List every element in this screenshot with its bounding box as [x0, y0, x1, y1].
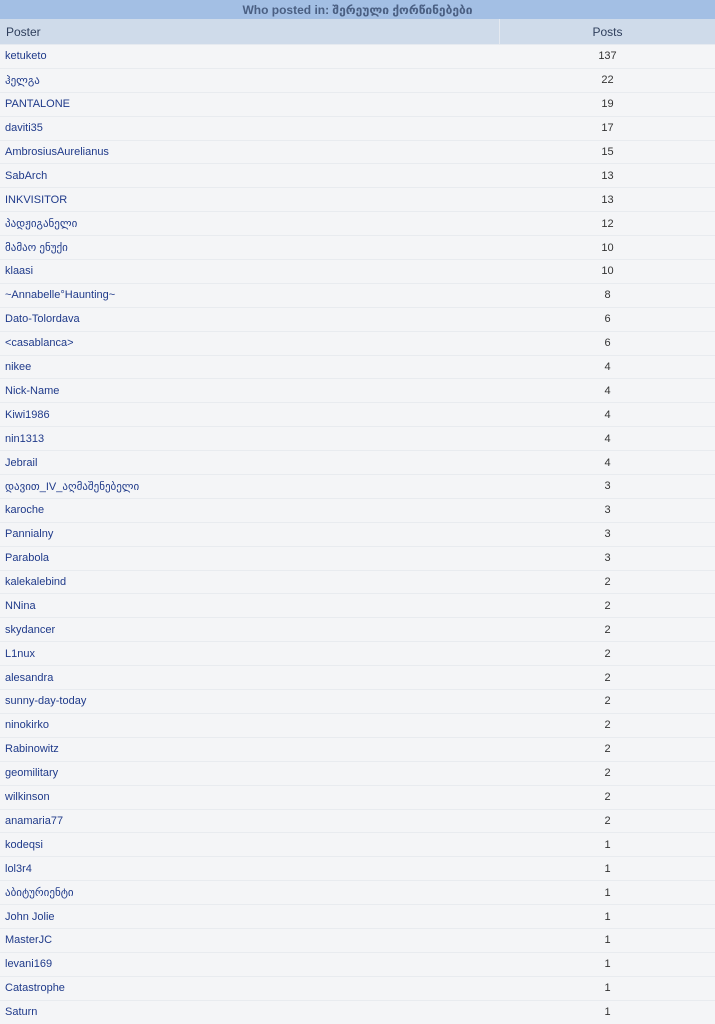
- poster-name-link[interactable]: Kiwi1986: [5, 408, 50, 421]
- poster-name-link[interactable]: PANTALONE: [5, 98, 70, 111]
- poster-name-link[interactable]: daviti35: [5, 122, 43, 135]
- table-row: [0, 356, 715, 380]
- table-row: [0, 1001, 715, 1024]
- post-count: 2: [604, 743, 611, 756]
- poster-name-link[interactable]: SabArch: [5, 169, 48, 182]
- post-count: 2: [604, 576, 611, 589]
- poster-name-link[interactable]: ketuketo: [5, 50, 47, 63]
- post-count: 1: [604, 910, 611, 923]
- post-count: 137: [598, 50, 617, 63]
- post-count: 4: [604, 432, 611, 445]
- table-row: [0, 786, 715, 810]
- table-row: [0, 618, 715, 642]
- posts-column-header[interactable]: Posts: [592, 24, 623, 39]
- table-row: [0, 284, 715, 308]
- poster-name-link[interactable]: John Jolie: [5, 910, 55, 923]
- table-header: [0, 19, 715, 45]
- poster-name-link[interactable]: ninokirko: [5, 719, 50, 732]
- poster-name-link[interactable]: alesandra: [5, 671, 54, 684]
- post-count: 4: [604, 456, 611, 469]
- poster-name-link[interactable]: Dato-Tolordava: [5, 313, 80, 326]
- table-row: [0, 594, 715, 618]
- table-row: [0, 690, 715, 714]
- table-row: [0, 475, 715, 499]
- table-row: [0, 905, 715, 929]
- table-row: [0, 738, 715, 762]
- poster-name-link[interactable]: Jebrail: [5, 456, 38, 469]
- poster-name-link[interactable]: kodeqsi: [5, 838, 43, 851]
- table-row: [0, 547, 715, 571]
- post-count: 13: [601, 169, 614, 182]
- post-count: 10: [601, 265, 614, 278]
- post-count: 4: [604, 408, 611, 421]
- poster-name-link[interactable]: INKVISITOR: [5, 193, 68, 206]
- table-row: [0, 260, 715, 284]
- post-count: 1: [604, 982, 611, 995]
- post-count: 19: [601, 98, 614, 111]
- poster-name-link[interactable]: Saturn: [5, 1006, 38, 1019]
- poster-name-link[interactable]: nin1313: [5, 432, 45, 445]
- poster-name-link[interactable]: ~Annabelle°Haunting~: [5, 289, 116, 302]
- table-row: [0, 642, 715, 666]
- table-row: [0, 117, 715, 141]
- poster-name-link[interactable]: klaasi: [5, 265, 34, 278]
- table-row: [0, 427, 715, 451]
- poster-name-link[interactable]: Nick-Name: [5, 384, 60, 397]
- table-row: [0, 69, 715, 93]
- table-row: [0, 881, 715, 905]
- table-row: [0, 164, 715, 188]
- post-count: 2: [604, 814, 611, 827]
- table-row: [0, 499, 715, 523]
- table-row: [0, 236, 715, 260]
- table-row: [0, 308, 715, 332]
- poster-name-link[interactable]: sunny-day-today: [5, 695, 87, 708]
- post-count: 17: [601, 122, 614, 135]
- poster-name-link[interactable]: Pannialny: [5, 528, 54, 541]
- post-count: 3: [604, 528, 611, 541]
- table-row: [0, 953, 715, 977]
- table-row: [0, 93, 715, 117]
- poster-name-link[interactable]: Catastrophe: [5, 982, 65, 995]
- page-title: Who posted in: შერეული ქორწინებები: [0, 0, 715, 19]
- poster-name-link[interactable]: Rabinowitz: [5, 743, 59, 756]
- poster-name-link[interactable]: kalekalebind: [5, 576, 67, 589]
- poster-list: [0, 45, 715, 1024]
- table-row: [0, 188, 715, 212]
- post-count: 13: [601, 193, 614, 206]
- table-row: [0, 714, 715, 738]
- post-count: 2: [604, 647, 611, 660]
- post-count: 6: [604, 313, 611, 326]
- post-count: 4: [604, 384, 611, 397]
- poster-name-link[interactable]: wilkinson: [5, 791, 50, 804]
- post-count: 15: [601, 146, 614, 158]
- post-count: 1: [604, 862, 611, 875]
- poster-name-link[interactable]: L1nux: [5, 647, 35, 660]
- post-count: 3: [604, 504, 611, 517]
- post-count: 2: [604, 671, 611, 684]
- poster-column-header[interactable]: Poster: [0, 19, 500, 44]
- table-row: [0, 45, 715, 69]
- poster-name-link[interactable]: <casablanca>: [5, 337, 74, 350]
- poster-name-link[interactable]: NNina: [5, 599, 36, 612]
- post-count: 1: [604, 958, 611, 971]
- post-count: 1: [604, 934, 611, 947]
- poster-name-link[interactable]: karoche: [5, 504, 45, 517]
- table-row: [0, 666, 715, 690]
- poster-name-link[interactable]: პადჟიგანელი: [5, 218, 78, 231]
- table-row: [0, 929, 715, 953]
- table-row: [0, 833, 715, 857]
- post-count: 1: [604, 1006, 611, 1019]
- table-row: [0, 857, 715, 881]
- poster-name-link[interactable]: MasterJC: [5, 934, 53, 947]
- post-count: 3: [604, 480, 611, 493]
- table-row: [0, 523, 715, 547]
- poster-name-link[interactable]: AmbrosiusAurelianus: [5, 146, 109, 158]
- post-count: 2: [604, 719, 611, 732]
- table-row: [0, 451, 715, 475]
- table-row: [0, 810, 715, 834]
- poster-name-link[interactable]: ჰელგა: [5, 74, 40, 87]
- poster-name-link[interactable]: lol3r4: [5, 862, 32, 875]
- poster-name-link[interactable]: levani169: [5, 958, 53, 971]
- post-count: 3: [604, 552, 611, 565]
- table-row: [0, 571, 715, 595]
- table-row: [0, 762, 715, 786]
- post-count: 12: [601, 217, 614, 230]
- poster-name-link[interactable]: დავით_IV_აღმაშენებელი: [5, 480, 140, 493]
- post-count: 2: [604, 695, 611, 708]
- post-count: 10: [601, 241, 614, 254]
- poster-name-link[interactable]: მამაო ენუქი: [5, 242, 68, 255]
- table-row: [0, 977, 715, 1001]
- post-count: 8: [604, 289, 611, 302]
- poster-name-link[interactable]: Parabola: [5, 552, 50, 565]
- post-count: 4: [604, 361, 611, 374]
- post-count: 1: [604, 838, 611, 851]
- poster-name-link[interactable]: geomilitary: [5, 767, 59, 780]
- post-count: 2: [604, 599, 611, 612]
- table-row: [0, 403, 715, 427]
- table-row: [0, 212, 715, 236]
- poster-name-link[interactable]: აბიტურიენტი: [5, 887, 74, 900]
- table-row: [0, 141, 715, 165]
- table-row: [0, 332, 715, 356]
- post-count: 2: [604, 767, 611, 780]
- post-count: 2: [604, 623, 611, 636]
- poster-name-link[interactable]: nikee: [5, 361, 32, 374]
- poster-name-link[interactable]: skydancer: [5, 623, 56, 636]
- post-count: 1: [604, 886, 611, 899]
- post-count: 6: [604, 337, 611, 350]
- table-row: [0, 379, 715, 403]
- post-count: 22: [601, 74, 614, 87]
- post-count: 2: [604, 791, 611, 804]
- poster-name-link[interactable]: anamaria77: [5, 814, 64, 827]
